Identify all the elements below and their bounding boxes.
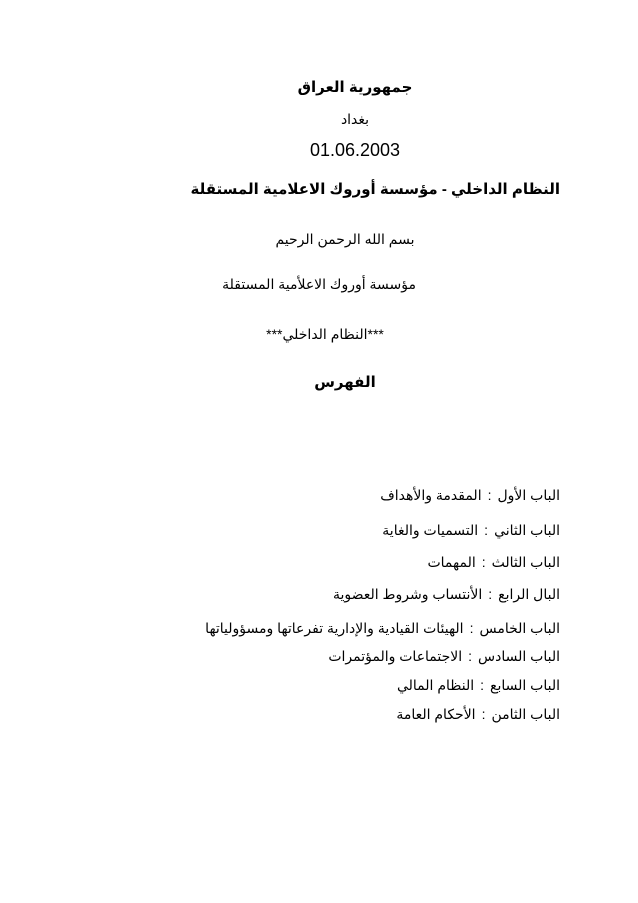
toc-chapter: الباب السابع bbox=[490, 677, 560, 693]
toc-separator: : bbox=[487, 487, 492, 503]
index-title: الفهرس bbox=[314, 374, 376, 391]
toc-separator: : bbox=[468, 648, 473, 664]
toc-chapter: الباب الخامس bbox=[479, 620, 560, 636]
toc-topic: الاجتماعات والمؤتمرات bbox=[328, 648, 463, 664]
section-heading: ***النظام الداخلي*** bbox=[266, 326, 384, 342]
toc-topic: الأنتساب وشروط العضوية bbox=[332, 586, 483, 602]
toc-item bbox=[333, 586, 560, 603]
toc-topic: المهمات bbox=[427, 554, 476, 570]
toc-separator: : bbox=[480, 677, 485, 693]
toc-separator: : bbox=[481, 706, 486, 722]
document-title: النظام الداخلي - مؤسسة أوروك الاعلامية المستقلة bbox=[190, 181, 560, 198]
toc-item bbox=[396, 706, 560, 723]
toc-item bbox=[328, 648, 560, 665]
toc-topic: الأحكام العامة bbox=[396, 706, 476, 722]
toc-chapter: الباب الثامن bbox=[491, 706, 560, 722]
toc-chapter: الباب الأول bbox=[497, 487, 560, 503]
toc-separator: : bbox=[481, 554, 486, 570]
toc-separator: : bbox=[469, 620, 474, 636]
toc-topic: الهيئات القيادية والإدارية تفرعاتها ومسؤولياتها bbox=[205, 620, 464, 636]
toc-topic: المقدمة والأهداف bbox=[380, 487, 482, 503]
country-heading: جمهورية العراق bbox=[297, 79, 413, 96]
toc-item bbox=[380, 487, 560, 504]
toc-topic: النظام المالي bbox=[396, 677, 475, 693]
toc-separator: : bbox=[484, 522, 489, 538]
toc-item bbox=[382, 522, 560, 539]
toc-item bbox=[205, 620, 560, 637]
city-label: بغداد bbox=[340, 111, 370, 127]
toc-chapter: الباب السادس bbox=[478, 648, 560, 664]
toc-chapter: البال الرابع bbox=[498, 586, 560, 602]
toc-separator: : bbox=[488, 586, 493, 602]
toc-chapter: الباب الثالث bbox=[491, 554, 560, 570]
document-date: 01.06.2003 bbox=[309, 140, 401, 160]
basmala-text: بسم الله الرحمن الرحيم bbox=[275, 231, 415, 247]
toc-topic: التسميات والغاية bbox=[382, 522, 479, 538]
toc-item bbox=[427, 554, 560, 571]
toc-item bbox=[397, 677, 560, 694]
organization-name: مؤسسة أوروك الاعلأمية المستقلة bbox=[222, 276, 416, 292]
toc-chapter: الباب الثاني bbox=[494, 522, 560, 538]
